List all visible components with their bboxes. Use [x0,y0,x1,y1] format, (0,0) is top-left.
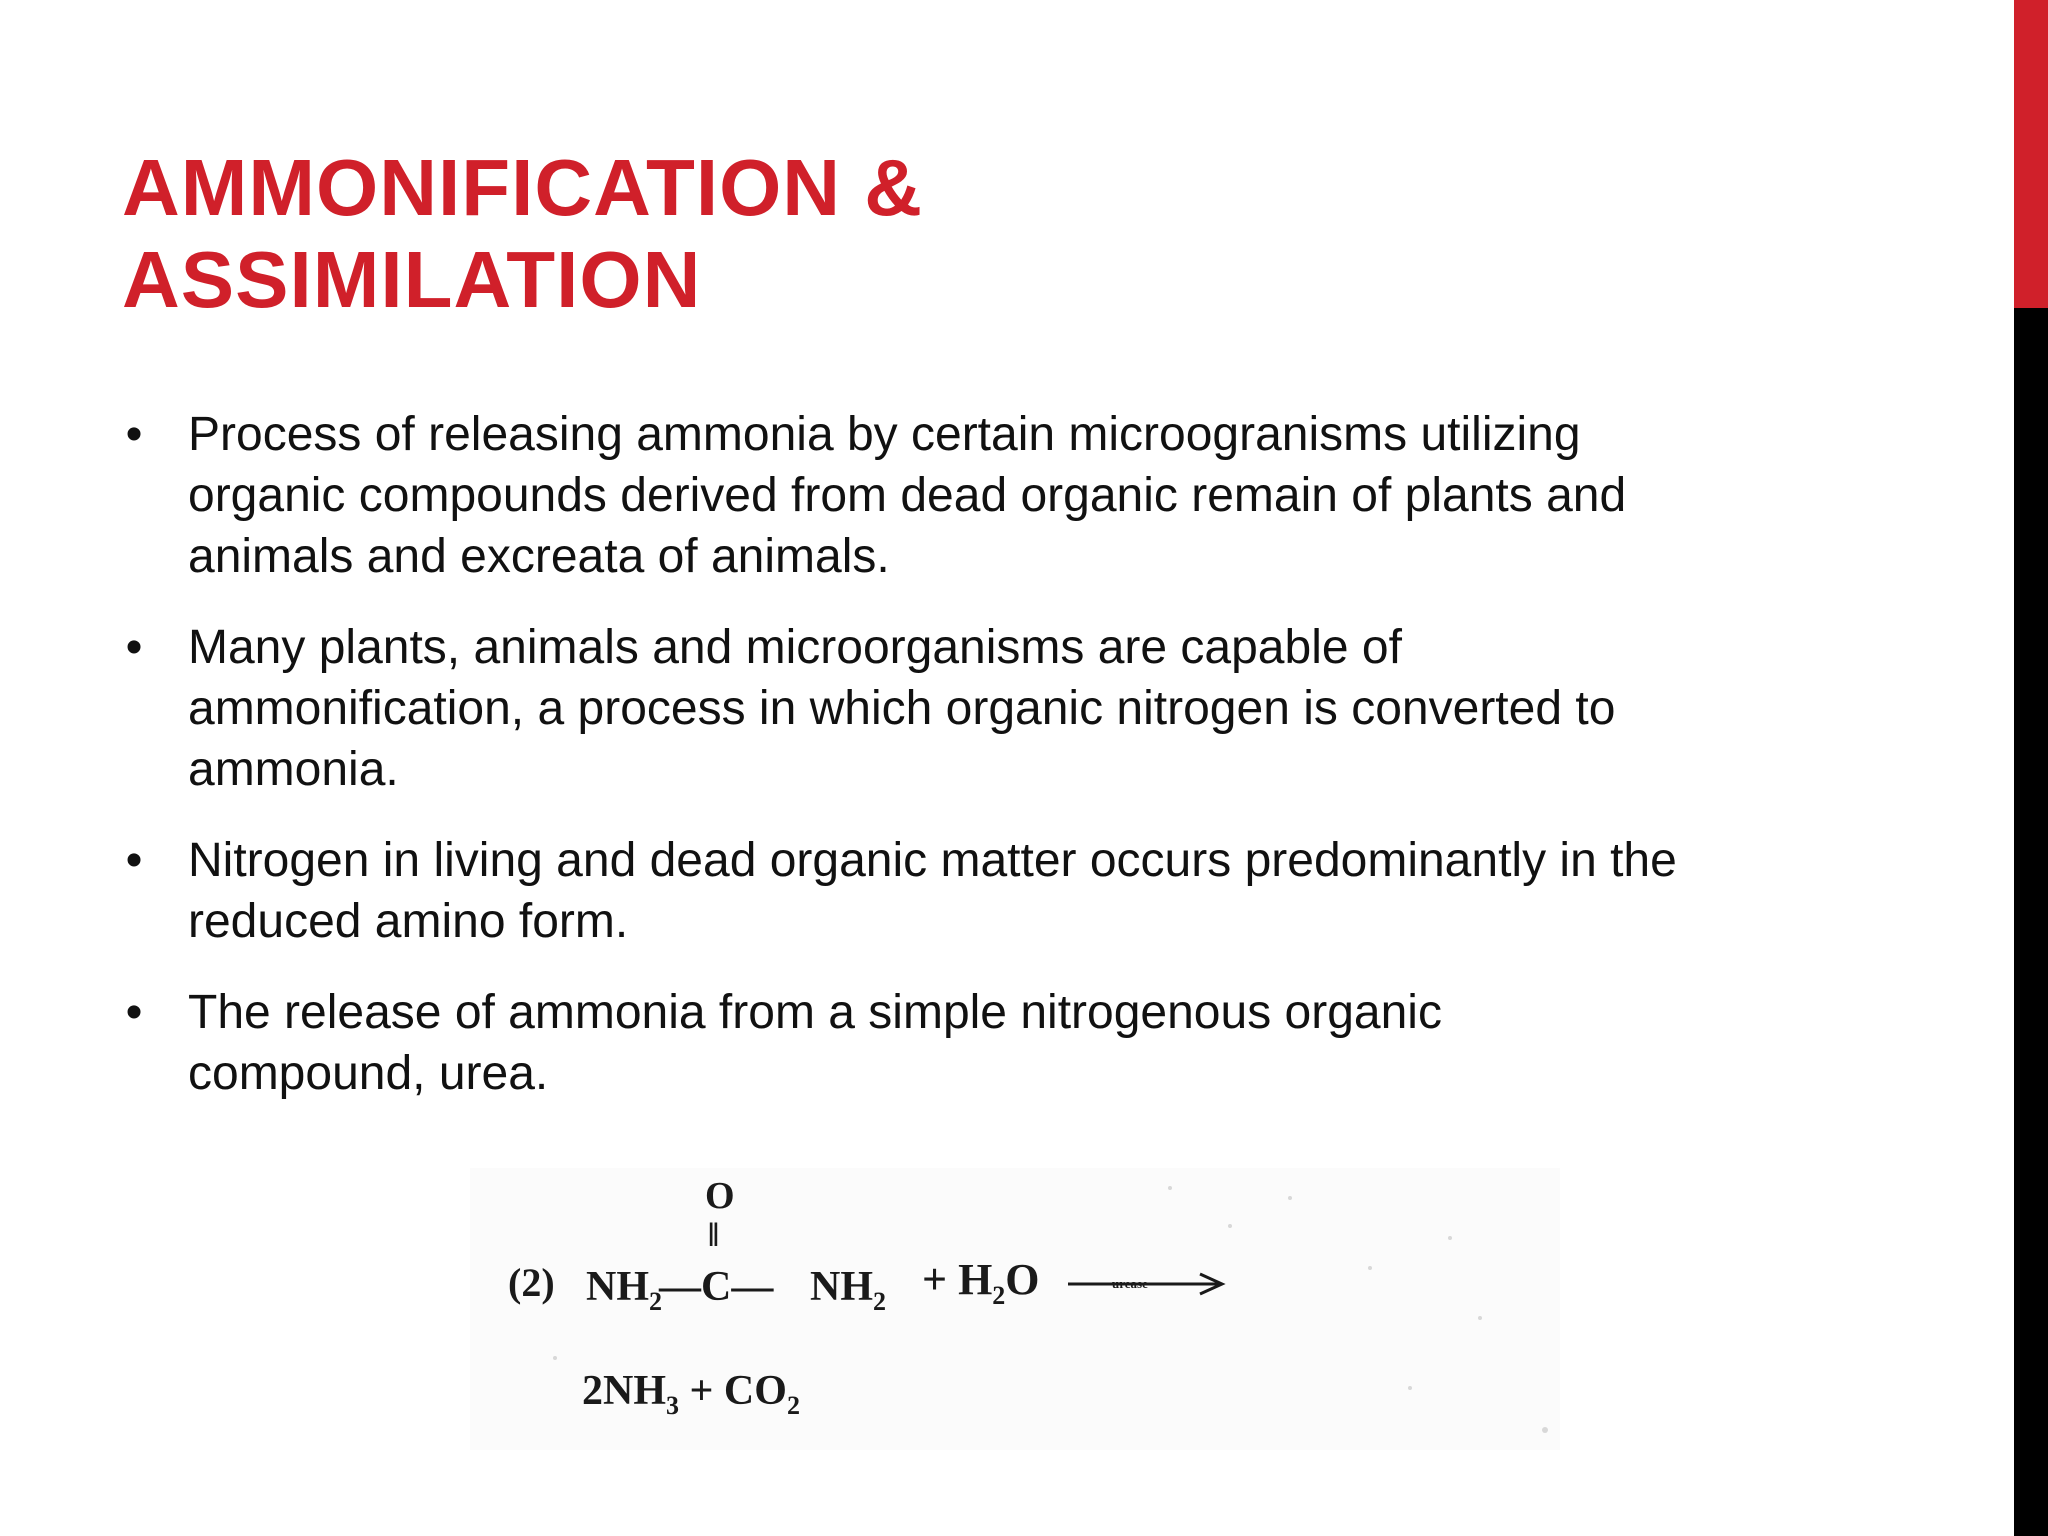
scan-speck [1228,1224,1232,1228]
scan-speck [553,1356,557,1360]
bullet-line: ammonia. [188,743,399,796]
bullet-list [122,404,1802,1134]
bullet-item [122,830,1802,952]
scan-speck [1408,1386,1412,1390]
scan-speck [1542,1427,1548,1433]
bullet-dot: • [125,621,143,674]
equation-number: (2) [508,1260,555,1305]
scan-speck [1478,1316,1482,1320]
bullet-line: Nitrogen in living and dead organic matter occurs predominantly in the [188,834,1677,887]
bullet-item [122,982,1802,1104]
equation-graphic [470,1168,1560,1450]
nh2-left: $NH_2$ [586,1264,662,1316]
bullet-item [122,404,1802,587]
bullet-line: Many plants, animals and microorganisms are capable of [188,621,1402,674]
bullet-line: compound, urea. [188,1047,549,1100]
bullet-line: animals and excreata of animals. [188,530,890,583]
accent-bar-red [2014,0,2048,308]
bullet-line: Process of releasing ammonia by certain microogranisms utilizing [188,408,1581,461]
title-line-2: ASSIMILATION [122,235,702,324]
double-bond: ‖ [708,1217,720,1254]
bullet-dot: • [125,408,143,461]
bullet-item [122,617,1802,800]
urea-reaction-equation [470,1168,1560,1450]
bullet-dot: • [125,834,143,887]
bullet-line: ammonification, a process in which organic nitrogen is converted to [188,682,1616,735]
slide-title [122,142,1422,326]
bullet-dot: • [125,986,143,1039]
bullet-line: The release of ammonia from a simple nitrogenous organic [188,986,1442,1039]
carbonyl-oxygen: O [705,1175,735,1217]
nh2-right: $NH_2$ [810,1264,886,1316]
products: $2NH_3 + CO_2$ [582,1368,800,1420]
scan-speck [1168,1186,1172,1190]
water: + $H_2O$ [922,1255,1040,1310]
carbonyl-carbon: —C— [659,1264,774,1310]
bullet-line: reduced amino form. [188,895,629,948]
arrow-label: urease [1112,1276,1148,1291]
scan-speck [1368,1266,1372,1270]
scan-speck [1288,1196,1292,1200]
bullet-line: organic compounds derived from dead organic remain of plants and [188,469,1627,522]
accent-bar-black [2014,308,2048,1536]
title-line-1: AMMONIFICATION & [122,143,924,232]
scan-speck [1448,1236,1452,1240]
